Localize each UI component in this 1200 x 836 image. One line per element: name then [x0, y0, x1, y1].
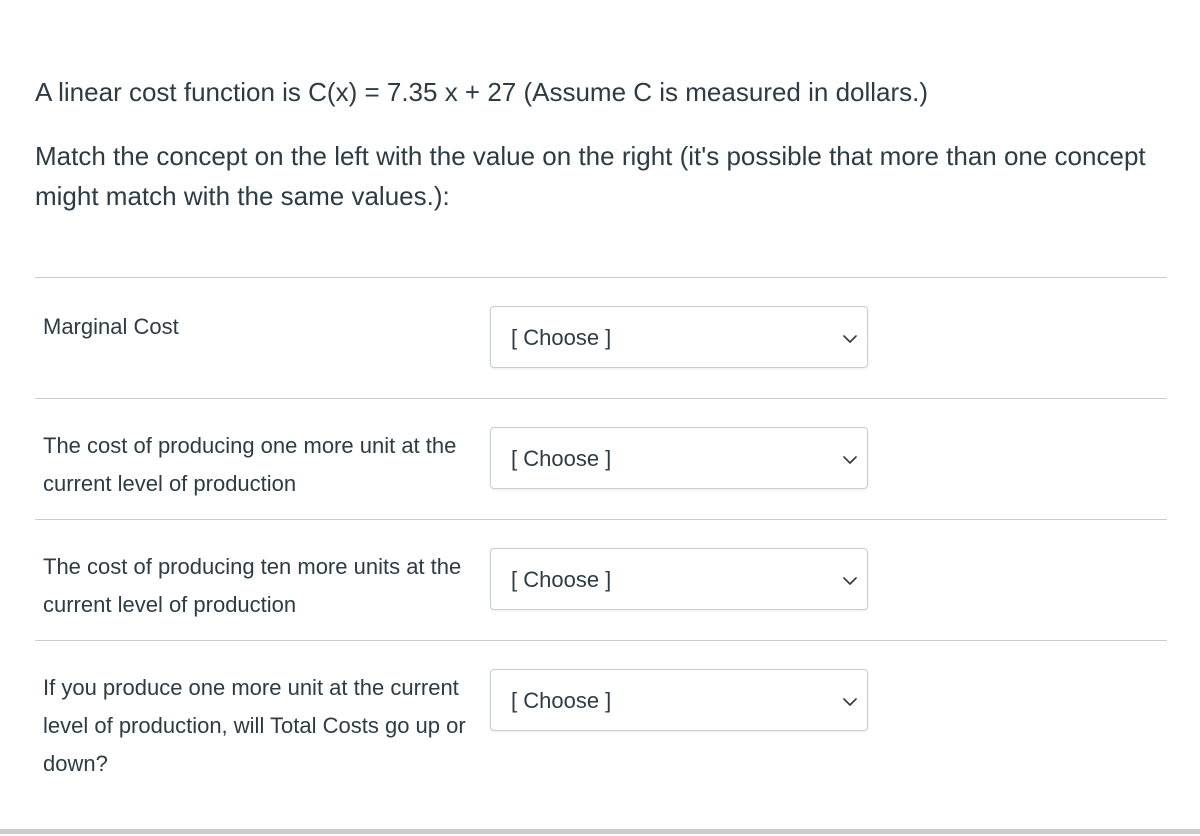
match-concept-label: If you produce one more unit at the current level of production, will Total Costs go up or down? — [43, 675, 466, 776]
question-text — [35, 72, 1165, 216]
question-line-2: Match the concept on the left with the value on the right (it's possible that more than one concept might match with the same values.): — [35, 141, 1146, 211]
match-row — [35, 399, 1167, 520]
match-answer-select[interactable] — [490, 669, 868, 731]
question-line-1: A linear cost function is C(x) = 7.35 x + 27 (Assume C is measured in dollars.) — [35, 77, 929, 107]
match-row — [35, 520, 1167, 641]
chevron-down-icon — [843, 453, 857, 467]
match-row — [35, 278, 1167, 399]
select-value: [ Choose ] — [511, 325, 612, 350]
match-concept-label: The cost of producing one more unit at the current level of production — [43, 433, 457, 496]
match-row — [35, 641, 1167, 836]
chevron-down-icon — [843, 574, 857, 588]
select-value: [ Choose ] — [511, 567, 612, 592]
chevron-down-icon — [843, 695, 857, 709]
select-value: [ Choose ] — [511, 446, 612, 471]
matching-answers — [35, 277, 1167, 836]
bottom-divider — [0, 829, 1200, 834]
match-answer-select[interactable] — [490, 306, 868, 368]
match-concept-label: Marginal Cost — [43, 314, 179, 339]
match-answer-select[interactable] — [490, 548, 868, 610]
chevron-down-icon — [843, 332, 857, 346]
select-value: [ Choose ] — [511, 688, 612, 713]
match-answer-select[interactable] — [490, 427, 868, 489]
match-concept-label: The cost of producing ten more units at the current level of production — [43, 554, 462, 617]
